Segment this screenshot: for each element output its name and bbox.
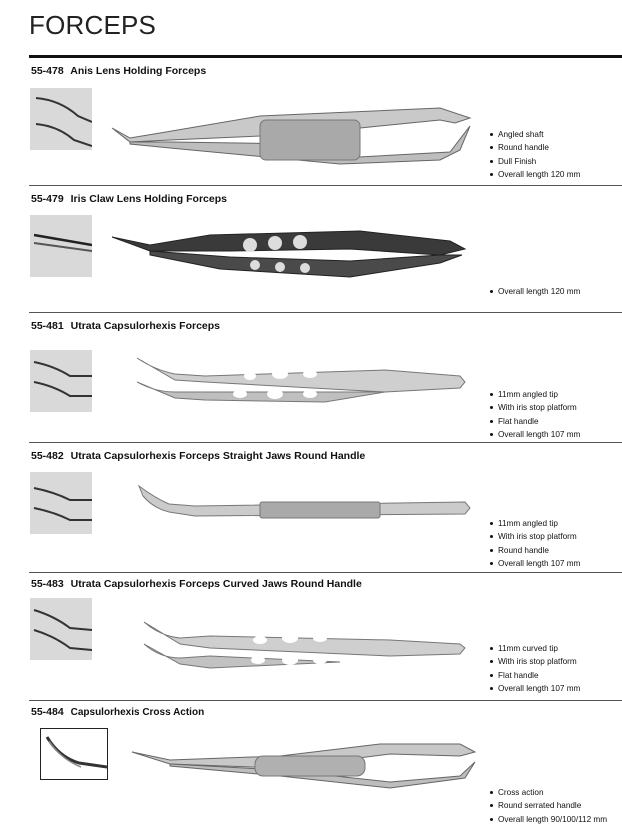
forceps-image [130,732,480,792]
feature-list [490,642,580,695]
feature-item: 11mm curved tip [490,642,580,655]
feature-item: Cross action [490,786,607,799]
forceps-image [135,482,475,532]
section-divider [29,185,622,186]
page-title: FORCEPS [29,10,157,40]
product-heading [31,320,220,332]
product-heading [31,578,362,590]
product-name: Capsulorhexis Cross Action [70,707,205,718]
product-heading [31,706,204,718]
forceps-image [110,98,480,178]
product-section-55-482 [0,442,622,572]
section-divider [29,442,622,443]
feature-item: Dull Finish [490,155,580,168]
feature-item: 11mm angled tip [490,517,580,530]
tip-detail-image [30,215,92,277]
feature-list [490,128,580,181]
product-name: Iris Claw Lens Holding Forceps [70,193,227,205]
feature-item: Overall length 107 mm [490,682,580,695]
tip-detail-image [30,88,92,150]
product-name: Utrata Capsulorhexis Forceps Straight Jaws Round Handle [70,450,366,462]
feature-item: With iris stop platform [490,530,580,543]
product-code: 55-479 [31,193,64,205]
feature-item: Overall length 120 mm [490,285,580,298]
feature-item: Angled shaft [490,128,580,141]
tip-detail-image [40,728,108,780]
feature-item: 11mm angled tip [490,388,580,401]
product-heading [31,65,206,77]
product-section-55-481 [0,312,622,442]
forceps-image [110,225,470,285]
feature-item: Overall length 107 mm [490,428,580,441]
feature-item: Overall length 120 mm [490,168,580,181]
product-heading [31,193,227,205]
product-code: 55-482 [31,450,64,462]
feature-list [490,285,580,298]
product-name: Utrata Capsulorhexis Forceps [70,320,221,332]
feature-item: With iris stop platform [490,401,580,414]
product-section-55-478 [0,58,622,186]
product-code: 55-484 [31,706,64,718]
section-divider [29,312,622,313]
feature-item: Round handle [490,141,580,154]
tip-detail-image [30,598,92,660]
feature-item: Round handle [490,544,580,557]
product-name: Utrata Capsulorhexis Forceps Curved Jaws Round Handle [70,578,362,590]
product-heading [31,450,365,462]
product-code: 55-478 [31,65,64,77]
product-code: 55-481 [31,320,64,332]
tip-detail-image [30,472,92,534]
feature-item: Round serrated handle [490,799,607,812]
forceps-image [140,614,470,674]
product-name: Anis Lens Holding Forceps [70,65,207,77]
product-section-55-479 [0,185,622,313]
feature-list [490,786,607,826]
feature-list [490,517,580,570]
tip-detail-image [30,350,92,412]
forceps-image [135,352,475,412]
feature-item: With iris stop platform [490,655,580,668]
feature-item: Overall length 107 mm [490,557,580,570]
product-code: 55-483 [31,578,64,590]
product-section-55-483 [0,572,622,700]
section-divider [29,572,622,573]
feature-item: Flat handle [490,669,580,682]
section-divider [29,700,622,701]
feature-item: Flat handle [490,415,580,428]
feature-item: Overall length 90/100/112 mm [490,813,607,826]
product-section-55-484 [0,700,622,826]
feature-list [490,388,580,441]
